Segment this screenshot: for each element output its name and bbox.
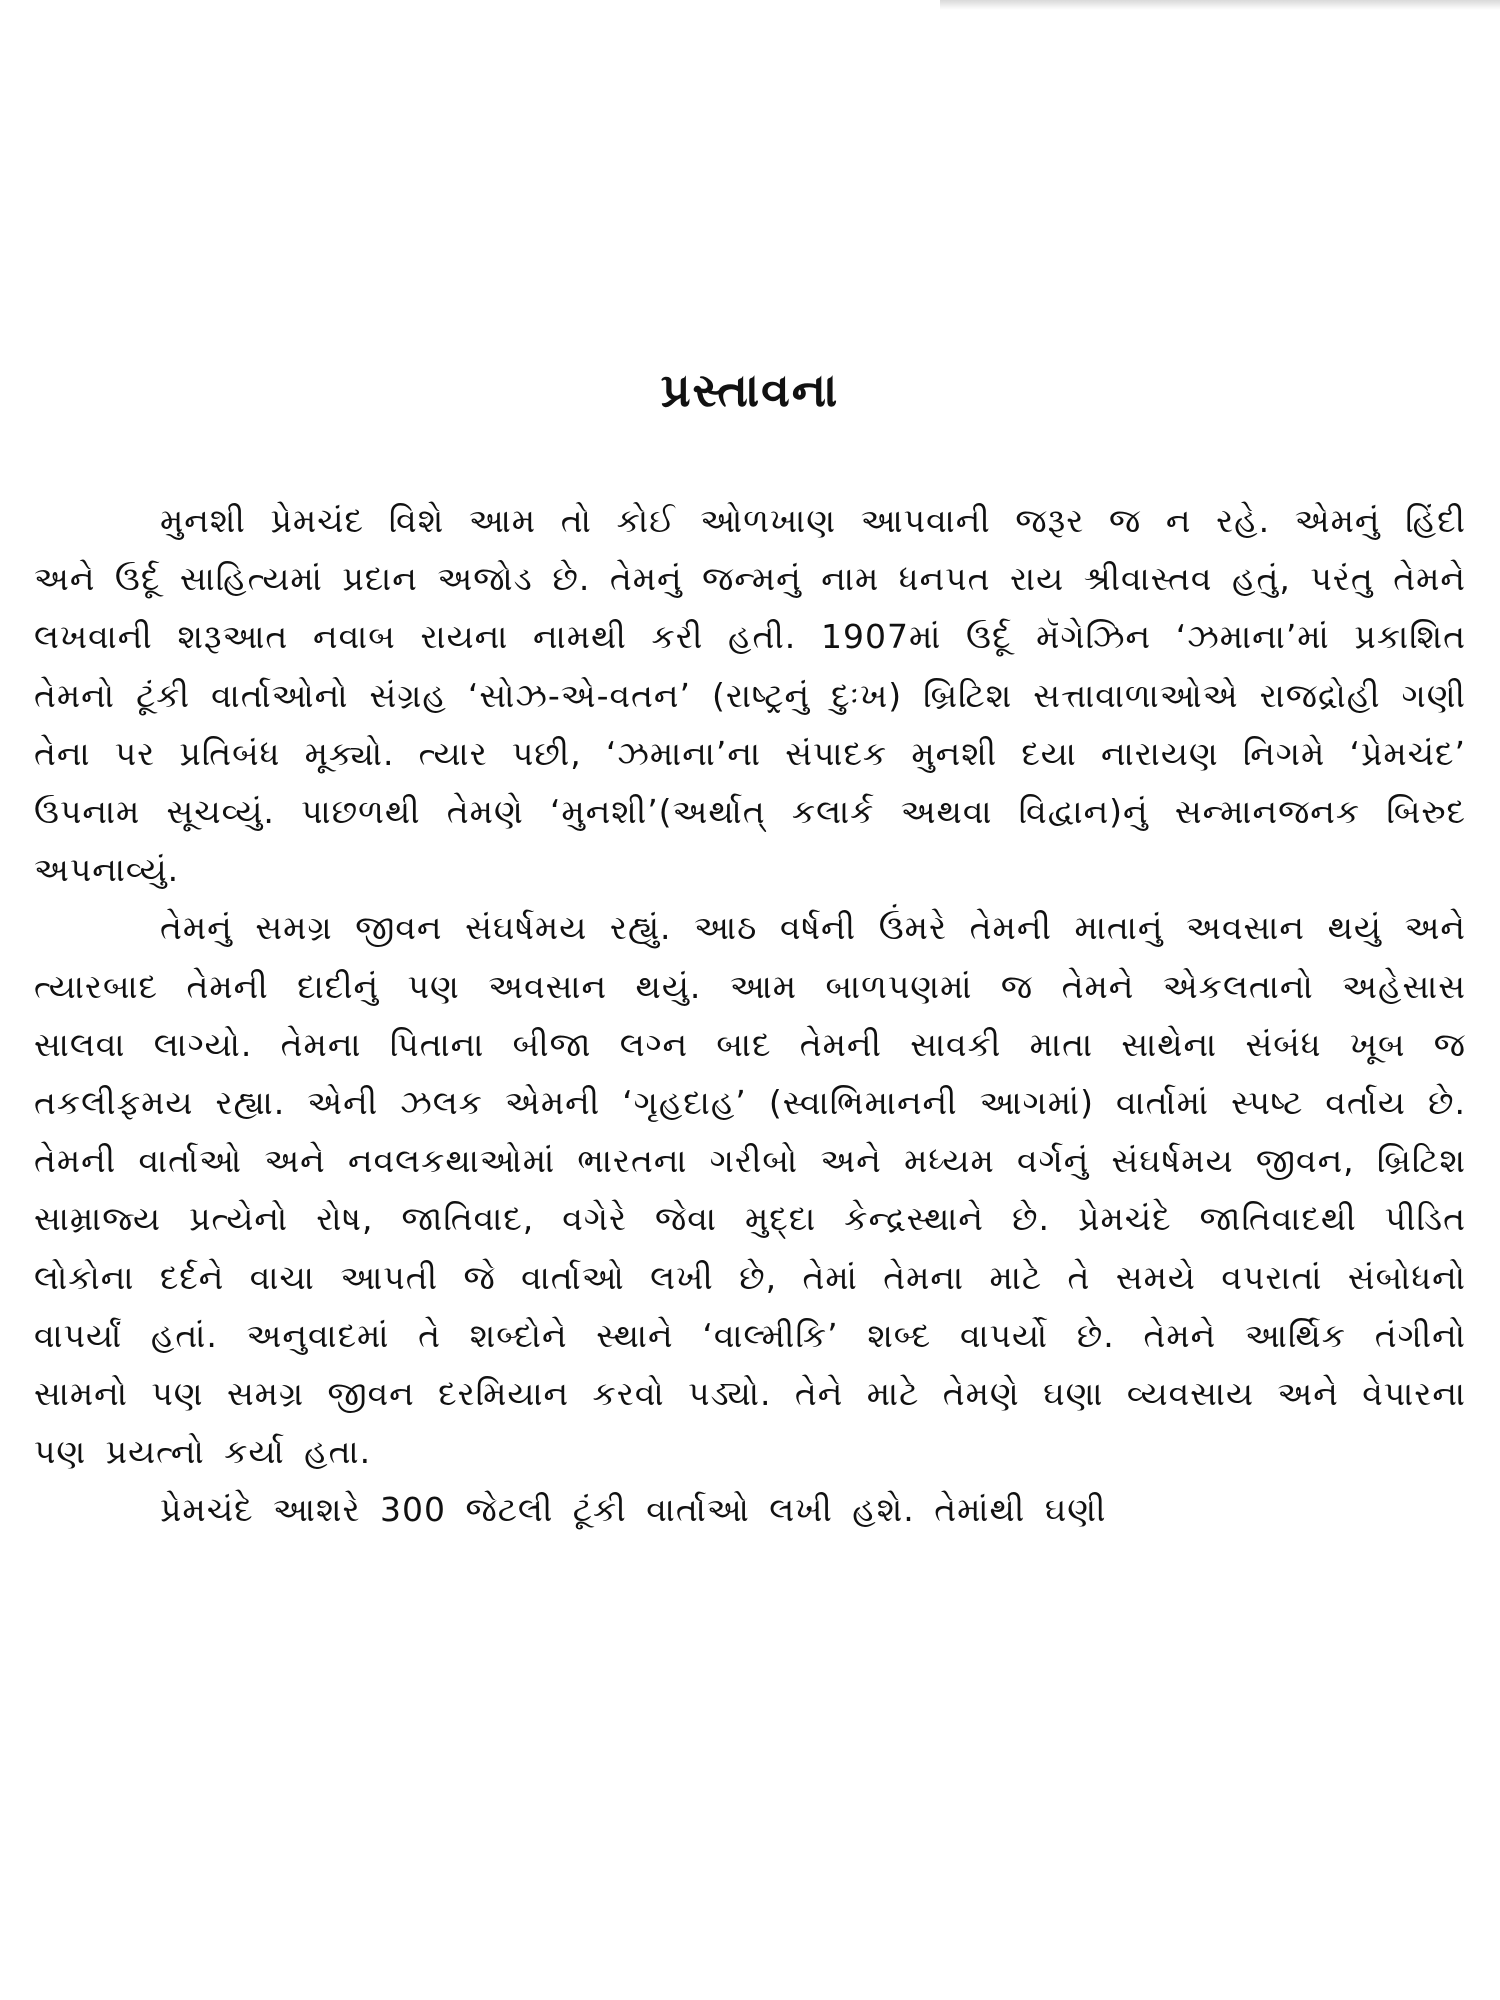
page-title: પ્રસ્તાવના <box>660 363 840 417</box>
paragraph-short-stories: પ્રેમચંદે આશરે 300 જેટલી ટૂંકી વાર્તાઓ લખી હશે. તેમાંથી ઘણી <box>160 1490 1107 1530</box>
body-text <box>34 492 1466 1540</box>
paragraph-intro: મુનશી પ્રેમચંદ વિશે આમ તો કોઈ ઓળખાણ આપવાની જરૂર જ ન રહે. એમનું હિંદી અને ઉર્દૂ સાહિત્યમાં પ્રદાન અજોડ છે. તેમનું જન્મનું નામ ધનપત રાય શ્રીવાસ્તવ હતું, પરંતુ તેમને લખવાની શરૂઆત નવાબ રાયના નામથી કરી હતી. 1907માં ઉર્દૂ મૅગેઝિન ‘ઝમાના’માં પ્રકાશિત તેમનો ટૂંકી વાર્તાઓનો સંગ્રહ ‘સોઝ-એ-વતન’ (રાષ્ટ્રનું દુઃખ) બ્રિટિશ સત્તાવાળાઓએ રાજદ્રોહી ગણી તેના પર પ્રતિબંધ મૂક્યો. ત્યાર પછી, ‘ઝમાના’ના સંપાદક મુનશી દયા નારાયણ નિગમે ‘પ્રેમચંદ’ ઉપનામ સૂચવ્યું. પાછળથી તેમણે ‘મુનશી’(અર્થાત્ કલાર્ક અથવા વિદ્વાન)નું સન્માનજનક બિરુદ અપનાવ્યું. <box>34 501 1466 890</box>
scan-shadow-edge <box>940 0 1500 10</box>
paragraph-life-struggle: તેમનું સમગ્ર જીવન સંઘર્ષમય રહ્યું. આઠ વર્ષની ઉંમરે તેમની માતાનું અવસાન થયું અને ત્યારબાદ તેમની દાદીનું પણ અવસાન થયું. આમ બાળપણમાં જ તેમને એકલતાનો અહેસાસ સાલવા લાગ્યો. તેમના પિતાના બીજા લગ્ન બાદ તેમની સાવકી માતા સાથેના સંબંધ ખૂબ જ તકલીફમય રહ્યા. એની ઝલક એમની ‘ગૃહદાહ’ (સ્વાભિમાનની આગમાં) વાર્તામાં સ્પષ્ટ વર્તાય છે. તેમની વાર્તાઓ અને નવલકથાઓમાં ભારતના ગરીબો અને મધ્યમ વર્ગનું સંઘર્ષમય જીવન, બ્રિટિશ સામ્રાજ્ય પ્રત્યેનો રોષ, જાતિવાદ, વગેરે જેવા મુદ્દા કેન્દ્રસ્થાને છે. પ્રેમચંદે જાતિવાદથી પીડિત લોકોના દર્દને વાચા આપતી જે વાર્તાઓ લખી છે, તેમાં તેમના માટે તે સમયે વપરાતાં સંબોધનો વાપર્યાં હતાં. અનુવાદમાં તે શબ્દોને સ્થાને ‘વાલ્મીકિ’ શબ્દ વાપર્યો છે. તેમને આર્થિક તંગીનો સામનો પણ સમગ્ર જીવન દરમિયાન કરવો પડ્યો. તેને માટે તેમણે ઘણા વ્યવસાય અને વેપારના પણ પ્રયત્નો કર્યા હતા. <box>34 908 1466 1472</box>
